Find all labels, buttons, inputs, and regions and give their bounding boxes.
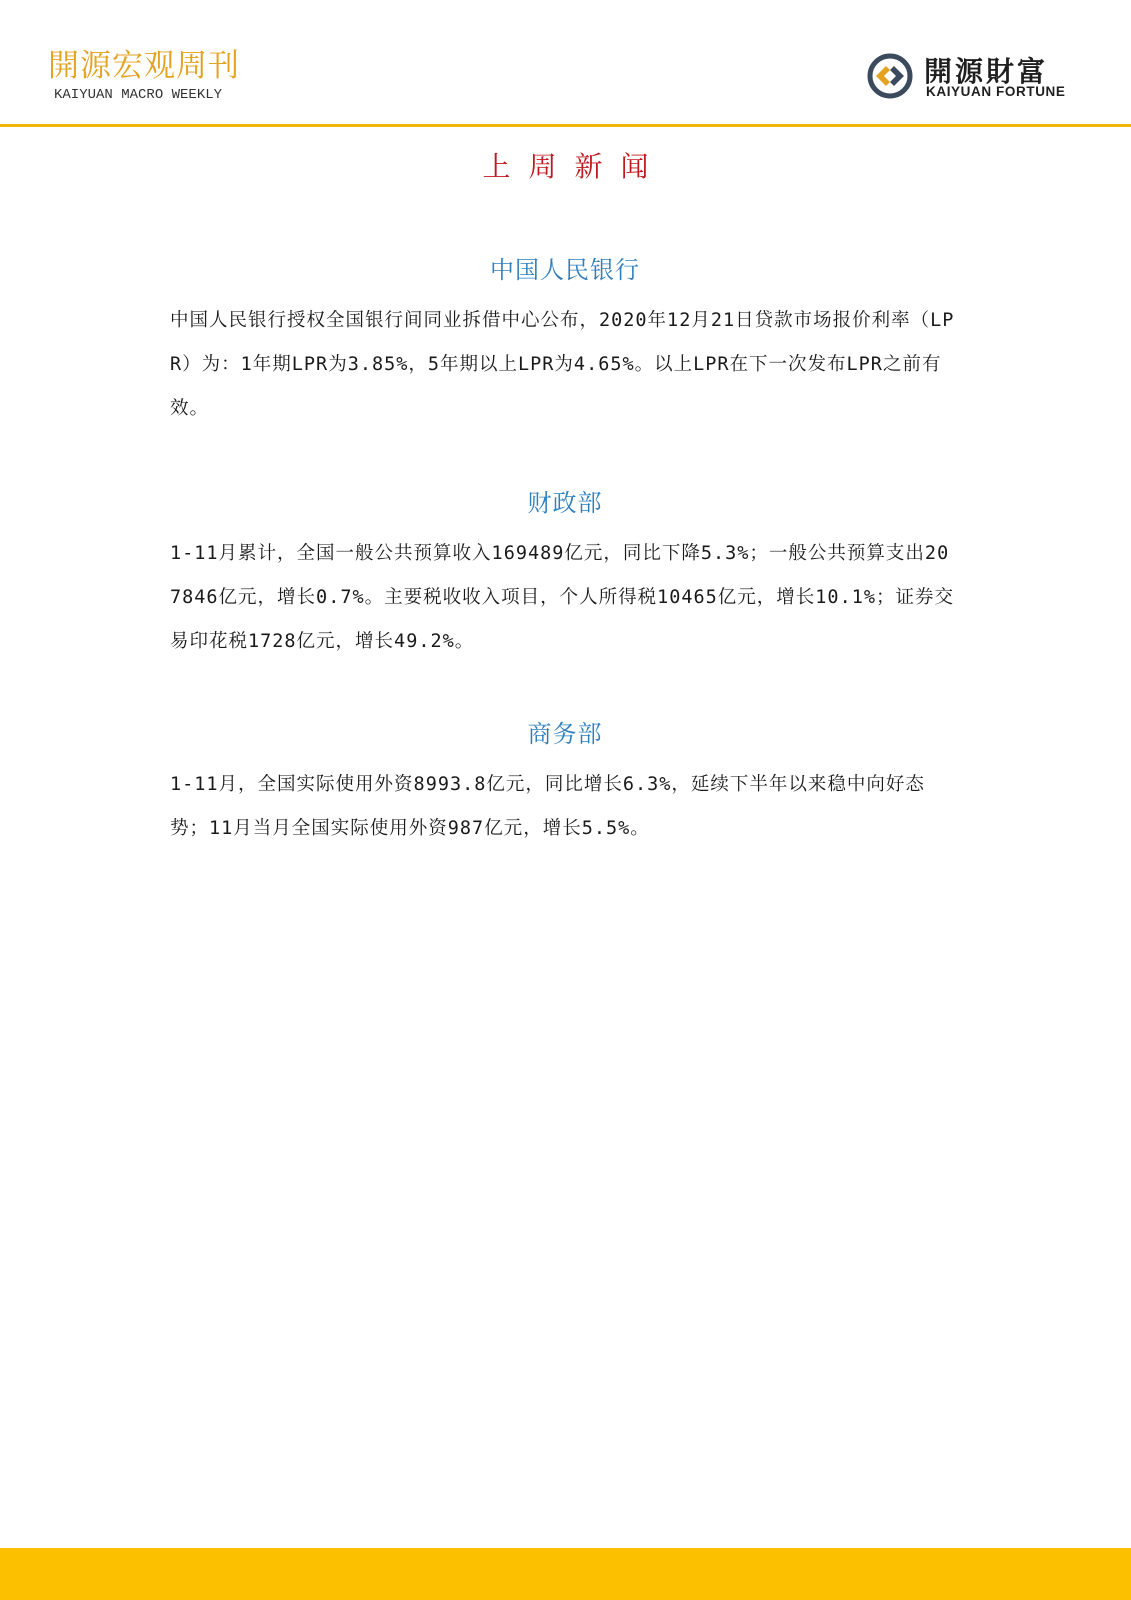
news-heading: 中国人民银行 [490,256,640,284]
news-body: 1-11月，全国实际使用外资8993.8亿元，同比增长6.3%，延续下半年以来稳中向好态势；11月当月全国实际使用外资987亿元，增长5.5%。 [170,774,925,839]
publication-subtitle: KAIYUAN MACRO WEEKLY [54,87,223,103]
news-block-pboc [170,250,960,431]
logo-english-name: KAIYUAN FORTUNE [926,84,1066,99]
section-title: 上周新闻 [482,150,667,183]
publication-title: 開源宏观周刊 [48,48,240,84]
news-body: 中国人民银行授权全国银行间同业拆借中心公布，2020年12月21日贷款市场报价利率（LPR）为：1年期LPR为3.85%，5年期以上LPR为4.65%。以上LPR在下一次发布LPR之前有效。 [170,310,955,419]
kaiyuan-logo-icon [866,52,914,100]
header-divider [0,124,1131,127]
news-heading: 商务部 [527,720,603,748]
news-block-mof [170,483,960,664]
news-block-mofcom [170,714,960,851]
news-body: 1-11月累计，全国一般公共预算收入169489亿元，同比下降5.3%；一般公共预算支出207846亿元，增长0.7%。主要税收收入项目，个人所得税10465亿元，增长10.1%；证券交易印花税1728亿元，增长49.2%。 [170,543,954,652]
kaiyuan-fortune-logo [866,52,1086,108]
page-header [0,0,1131,128]
logo-chinese-name: 開源財富 [924,55,1049,88]
footer-bar [0,1548,1131,1600]
news-heading: 财政部 [527,489,603,517]
